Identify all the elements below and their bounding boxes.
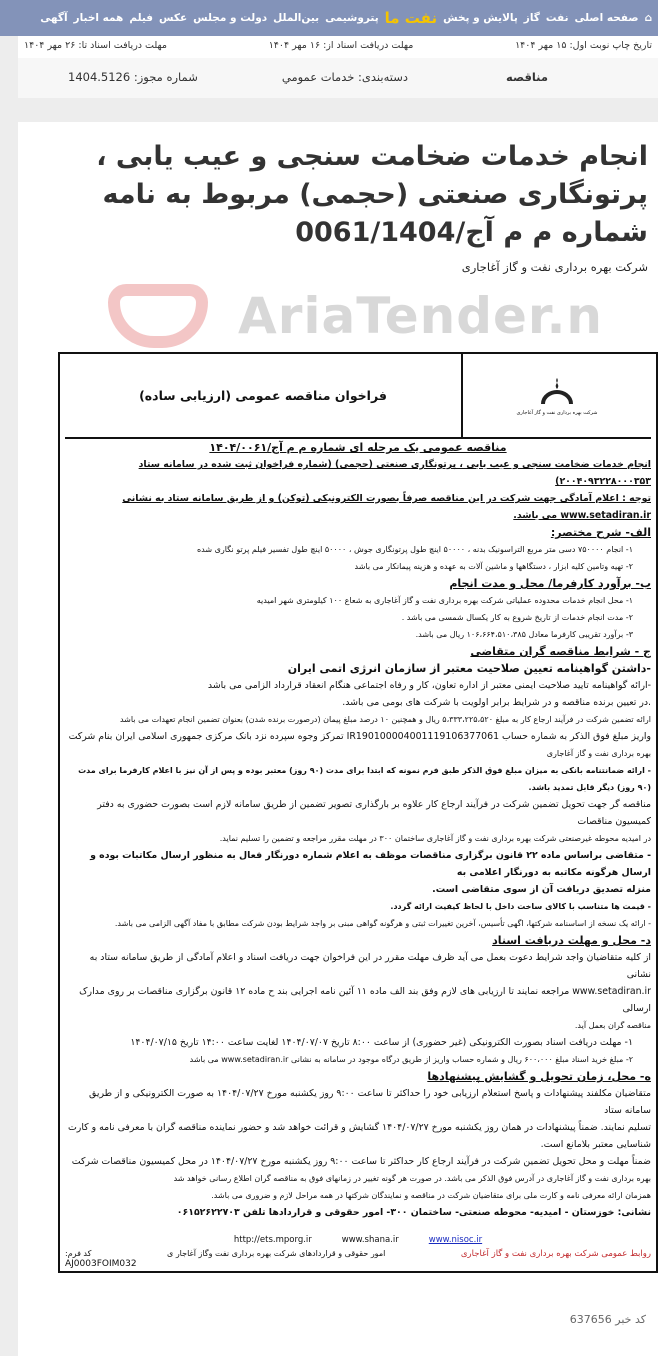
document-line: ۱- مهلت دریافت اسناد بصورت الکترونیکی (غیر حضوری) از ساعت ۸:۰۰ تاریخ ۱۴۰۴/۰۷/۰۷ لغایت ساعت ۱۴:۰۰ تاریخ ۱۴۰۴/۰۷/۱۵ <box>130 1037 633 1048</box>
document-line: ۳- برآورد تقریبی کارفرما معادل ۱۰۶،۶۶۴،۵۱۰،۳۸۵ ریال می باشد. <box>415 630 633 639</box>
document-line: ضمناً مهلت و محل تحویل تضمین شرکت در فرآیند ارجاع کار حداکثر تا ساعت ۹:۰۰ روز یکشنبه مورخ ۱۴۰۴/۰۷/۲۷ در محل کمیسیون مناقصات شرکت <box>71 1156 651 1167</box>
document-title: فراخوان مناقصه عمومی (ارزیابی ساده) <box>139 388 387 403</box>
nioc-logo <box>461 354 651 437</box>
document-line: ۲- تهیه وتامین کلیه ابزار ، دستگاهها و ماشین آلات به عهده و هزینه پیمانکار می باشد <box>354 562 633 571</box>
permit-number: شماره مجوز: 1404.5126 <box>68 70 198 84</box>
watermark-shield-icon <box>108 284 208 348</box>
nav-item[interactable]: عکس <box>159 12 188 24</box>
document-line: نشانی: خوزستان - امیدیه- محوطه صنعتی- ساختمان ۳۰۰- امور حقوقی و قراردادها تلفن ۰۶۱۵۲۶۲۲۷۰۳ <box>176 1207 651 1218</box>
document-line: www.setadiran.ir مراجعه نمایند تا ارزیابی های لازم وفق بند الف ماده ۱۱ آئین نامه اجرایی بند ح ماده ۱۲ قانون برگزاری مناقصات بر روی مدارک ارسالی <box>79 986 651 1014</box>
nav-item[interactable]: همه اخبار <box>73 12 124 24</box>
document-line: منزله تصدیق دریافت آن از سوی متقاضی است. <box>432 884 651 895</box>
document-line: الف- شرح مختصر: <box>550 526 651 539</box>
watermark: AriaTender.n <box>238 287 604 345</box>
document-line: ۱- محل انجام خدمات محدوده عملیاتی شرکت بهره برداری نفت و گاز آغاجاری به شعاع ۱۰۰ کیلومتری شهر امیدیه <box>256 596 633 605</box>
footer-pr: روابط عمومی شرکت بهره برداری نفت و گاز آغاجاری <box>460 1249 651 1259</box>
document-line: .در تعیین برنده مناقصه و در شرایط برابر اولویت با شرکت های بومی می باشد. <box>342 697 651 708</box>
news-code: کد خبر 637656 <box>569 1313 646 1326</box>
document-body <box>65 439 651 1221</box>
nav-item[interactable]: گاز <box>523 12 540 24</box>
nav-item[interactable]: پتروشیمی <box>325 12 379 24</box>
document-line: د- محل و مهلت دریافت اسناد <box>492 934 651 947</box>
document-line: واریز مبلغ فوق الذکر به شماره حساب IR190100004001119106377061 تمرکز وجوه سپرده نزد بانک مرکزی جمهوری اسلامی ایران بنام شرکت <box>68 731 651 742</box>
document-line: - ارائه یک نسخه از اساسنامه شرکتها، اگهی تأسیس، آخرین تغییرات ثبتی و هرگونه گواهی مبنی بر واجد شرایط بودن شرکت مطابق با مفاد آگهی الزامی می باشد. <box>114 919 651 928</box>
document-line: - ارائه ضمانتنامه بانکی به میزان مبلغ فوق الذکر طبق فرم نمونه که ابتدا برای مدت (۹۰ روز) معتبر بوده و پس از آن نیز با اعلام کارفرما برای مدت (۹۰ روز) دیگر قابل تمدید باشد. <box>78 766 651 792</box>
link-shana[interactable]: www.shana.ir <box>341 1235 399 1245</box>
nav-item[interactable]: فیلم <box>129 12 154 24</box>
document-line: مناقصه گر جهت تحویل تضمین شرکت در فرآیند ارجاع کار علاوه بر بارگذاری تصویر تضمین از طریق سامانه لازم است بصورت حضوری به دفتر کمیسیون مناقصات <box>97 799 651 827</box>
document-line: - متقاضی براساس ماده ۲۲ قانون برگزاری مناقصات موظف به اعلام شماره دورنگار فعال به منظور ارسال مکاتبات بوده و ارسال هرگونه مکاتبه به دورنگار اعلامی به <box>90 850 651 878</box>
site-logo[interactable]: نفت ما <box>384 9 438 27</box>
document-line: مناقصه گران بعمل آید. <box>574 1021 651 1030</box>
company-name: شرکت بهره برداری نفت و گاز آغاجاری <box>461 260 648 274</box>
document-line: ب- برآورد کارفرما/ محل و مدت انجام <box>449 577 651 590</box>
document-line: ج - شرایط مناقصه گران متقاضی <box>470 645 651 658</box>
document-line: همزمان ارائه معرفی نامه و کارت ملی برای متقاضیان شرکت در مناقصه و نمایندگان شرکتها در همه مراحل لازم و ضروری می باشد. <box>211 1191 651 1200</box>
home-icon: ⌂ <box>644 12 652 24</box>
document-line: در امیدیه محوطه غیرصنعتی شرکت بهره برداری نفت و گاز آغاجاری ساختمان ۳۰۰ در مهلت مقرر مراجعه و تضمین را تسلیم نماید. <box>219 834 651 843</box>
nav-item[interactable]: نفت <box>545 12 569 24</box>
top-navbar <box>0 0 658 36</box>
document-line: -داشتن گواهینامه تعیین صلاحیت معتبر از سازمان انرژی اتمی ایران <box>287 662 651 675</box>
tender-document-image <box>58 352 658 1273</box>
nav-item[interactable]: آگهی <box>40 12 68 24</box>
print-date: تاریخ چاپ نوبت اول: ۱۵ مهر ۱۴۰۴ <box>515 40 652 51</box>
docs-to-date: مهلت دریافت اسناد تا: ۲۶ مهر ۱۴۰۴ <box>24 40 167 51</box>
page-title: انجام خدمات ضخامت سنجی و عیب یابی ، پرتونگاری صنعتی (حجمی) مربوط به نامه شماره م م آج/0061/1404 <box>96 141 648 248</box>
logo-caption: شرکت بهره برداری نفت و گاز آغاجاری <box>516 409 598 416</box>
link-ets[interactable]: http://ets.mporg.ir <box>233 1235 312 1245</box>
category: دسته‌بندی: خدمات عمومي <box>281 70 408 84</box>
document-line: تسلیم نمایند. ضمناً پیشنهادات در همان روز یکشنبه مورخ ۱۴۰۴/۰۷/۲۷ گشایش و قرائت خواهد شد و حضور نماینده مناقصه گران با معرفی نامه و کارت <box>67 1122 651 1133</box>
document-line: بهره برداری نفت و گاز آغاجاری <box>546 749 651 758</box>
nav-item[interactable]: پالایش و پخش <box>443 12 518 24</box>
document-line: توجه : اعلام آمادگی جهت شرکت در این مناقصه صرفاً بصورت الکترونیکی (توکن) و از طریق سامانه ستاد به نشانی www.setadiran.ir می باشد. <box>122 493 651 521</box>
document-line: ه- محل، زمان تحویل و گشایش پیشنهادها <box>427 1070 651 1083</box>
footer-form-label: کد فرم: <box>65 1249 92 1258</box>
nav-item[interactable]: صفحه اصلی <box>574 12 639 24</box>
link-nisoc[interactable]: www.nisoc.ir <box>428 1235 483 1245</box>
docs-from-date: مهلت دریافت اسناد از: ۱۶ مهر ۱۴۰۴ <box>268 40 414 51</box>
flame-logo-icon <box>537 376 577 410</box>
tender-detail-card <box>18 122 658 1356</box>
document-line: مناقصه عمومی یک مرحله ای شماره م م آج/۱۴۰۴/۰۰۶۱ <box>209 441 507 454</box>
document-line: ارائه تضمین شرکت در فرآیند ارجاع کار به مبلغ ۵،۳۳۳،۲۲۵،۵۲۰ ریال و همچنین ۱۰ درصد مبلغ پیمان (درصورت برنده شدن) بعنوان تضمین انجام تعهدات می باشد <box>119 715 651 724</box>
document-line: - قیمت ها متناسب با کالای ساخت داخل با لحاظ کیفیت ارائه گردد. <box>390 902 651 911</box>
document-line: انجام خدمات ضخامت سنجی و عیب یابی ، پرتونگاری صنعتی (حجمی) (شماره فراخوان ثبت شده در سامانه ستاد ۲۰۰۴۰۹۳۲۲۸۰۰۰۳۵۳) <box>138 459 651 487</box>
document-line: -ارائه گواهینامه تایید صلاحیت ایمنی معتبر از اداره تعاون، کار و رفاه اجتماعی هنگام انعقاد قرارداد الزامی می باشد <box>207 680 651 691</box>
document-line: از کلیه متقاضیان واجد شرایط دعوت بعمل می آید ظرف مهلت مقرر در این فراخوان جهت دریافت اسناد و اعلام آمادگی از طریق سامانه ستاد به نشانی <box>89 952 651 980</box>
document-line: ۱- انجام ۷۵۰۰۰۰ دسی متر مربع التراسونیک بدنه ، ۵۰۰۰۰ اینچ طول پرتونگاری جوش ، ۵۰۰۰۰ اینچ طول تفسیر فیلم پرتو نگاری شده <box>196 545 633 554</box>
document-line: شناسایی معتبر بلامانع است. <box>540 1139 651 1150</box>
tender-type: مناقصه <box>506 70 548 84</box>
document-line: ۲- مبلغ خرید اسناد مبلغ ۶۰۰،۰۰۰ ریال و شماره حساب واریز از طریق درگاه موجود در سامانه به نشانی www.setadiran.ir می باشد <box>189 1055 633 1064</box>
document-line: متقاضیان مکلفند پیشنهادات و پاسخ استعلام ارزیابی خود را حداکثر تا ساعت ۹:۰۰ روز یکشنبه مورخ ۱۴۰۴/۰۷/۲۷ به صورت الکترونیکی و از طریق سامانه ستاد <box>89 1088 651 1116</box>
document-line: بهره برداری نفت و گاز آغاجاری در آدرس فوق الذکر می باشد. در صورت هر گونه تغییر در زمانهای فوق به مناقصه گران اطلاع رسانی خواهد شد <box>173 1174 651 1183</box>
document-line: ۲- مدت انجام خدمات از تاریخ شروع به کار یکسال شمسی می باشد . <box>401 613 633 622</box>
footer-legal: امور حقوقی و قراردادهای شرکت بهره برداری نفت وگاز آغاجار ی <box>167 1249 386 1258</box>
nav-item[interactable]: دولت و مجلس <box>193 12 268 24</box>
nav-item[interactable]: بین‌الملل <box>273 12 320 24</box>
form-code: AJ0003FOIM032 <box>65 1259 137 1269</box>
tender-info-card <box>18 36 658 98</box>
